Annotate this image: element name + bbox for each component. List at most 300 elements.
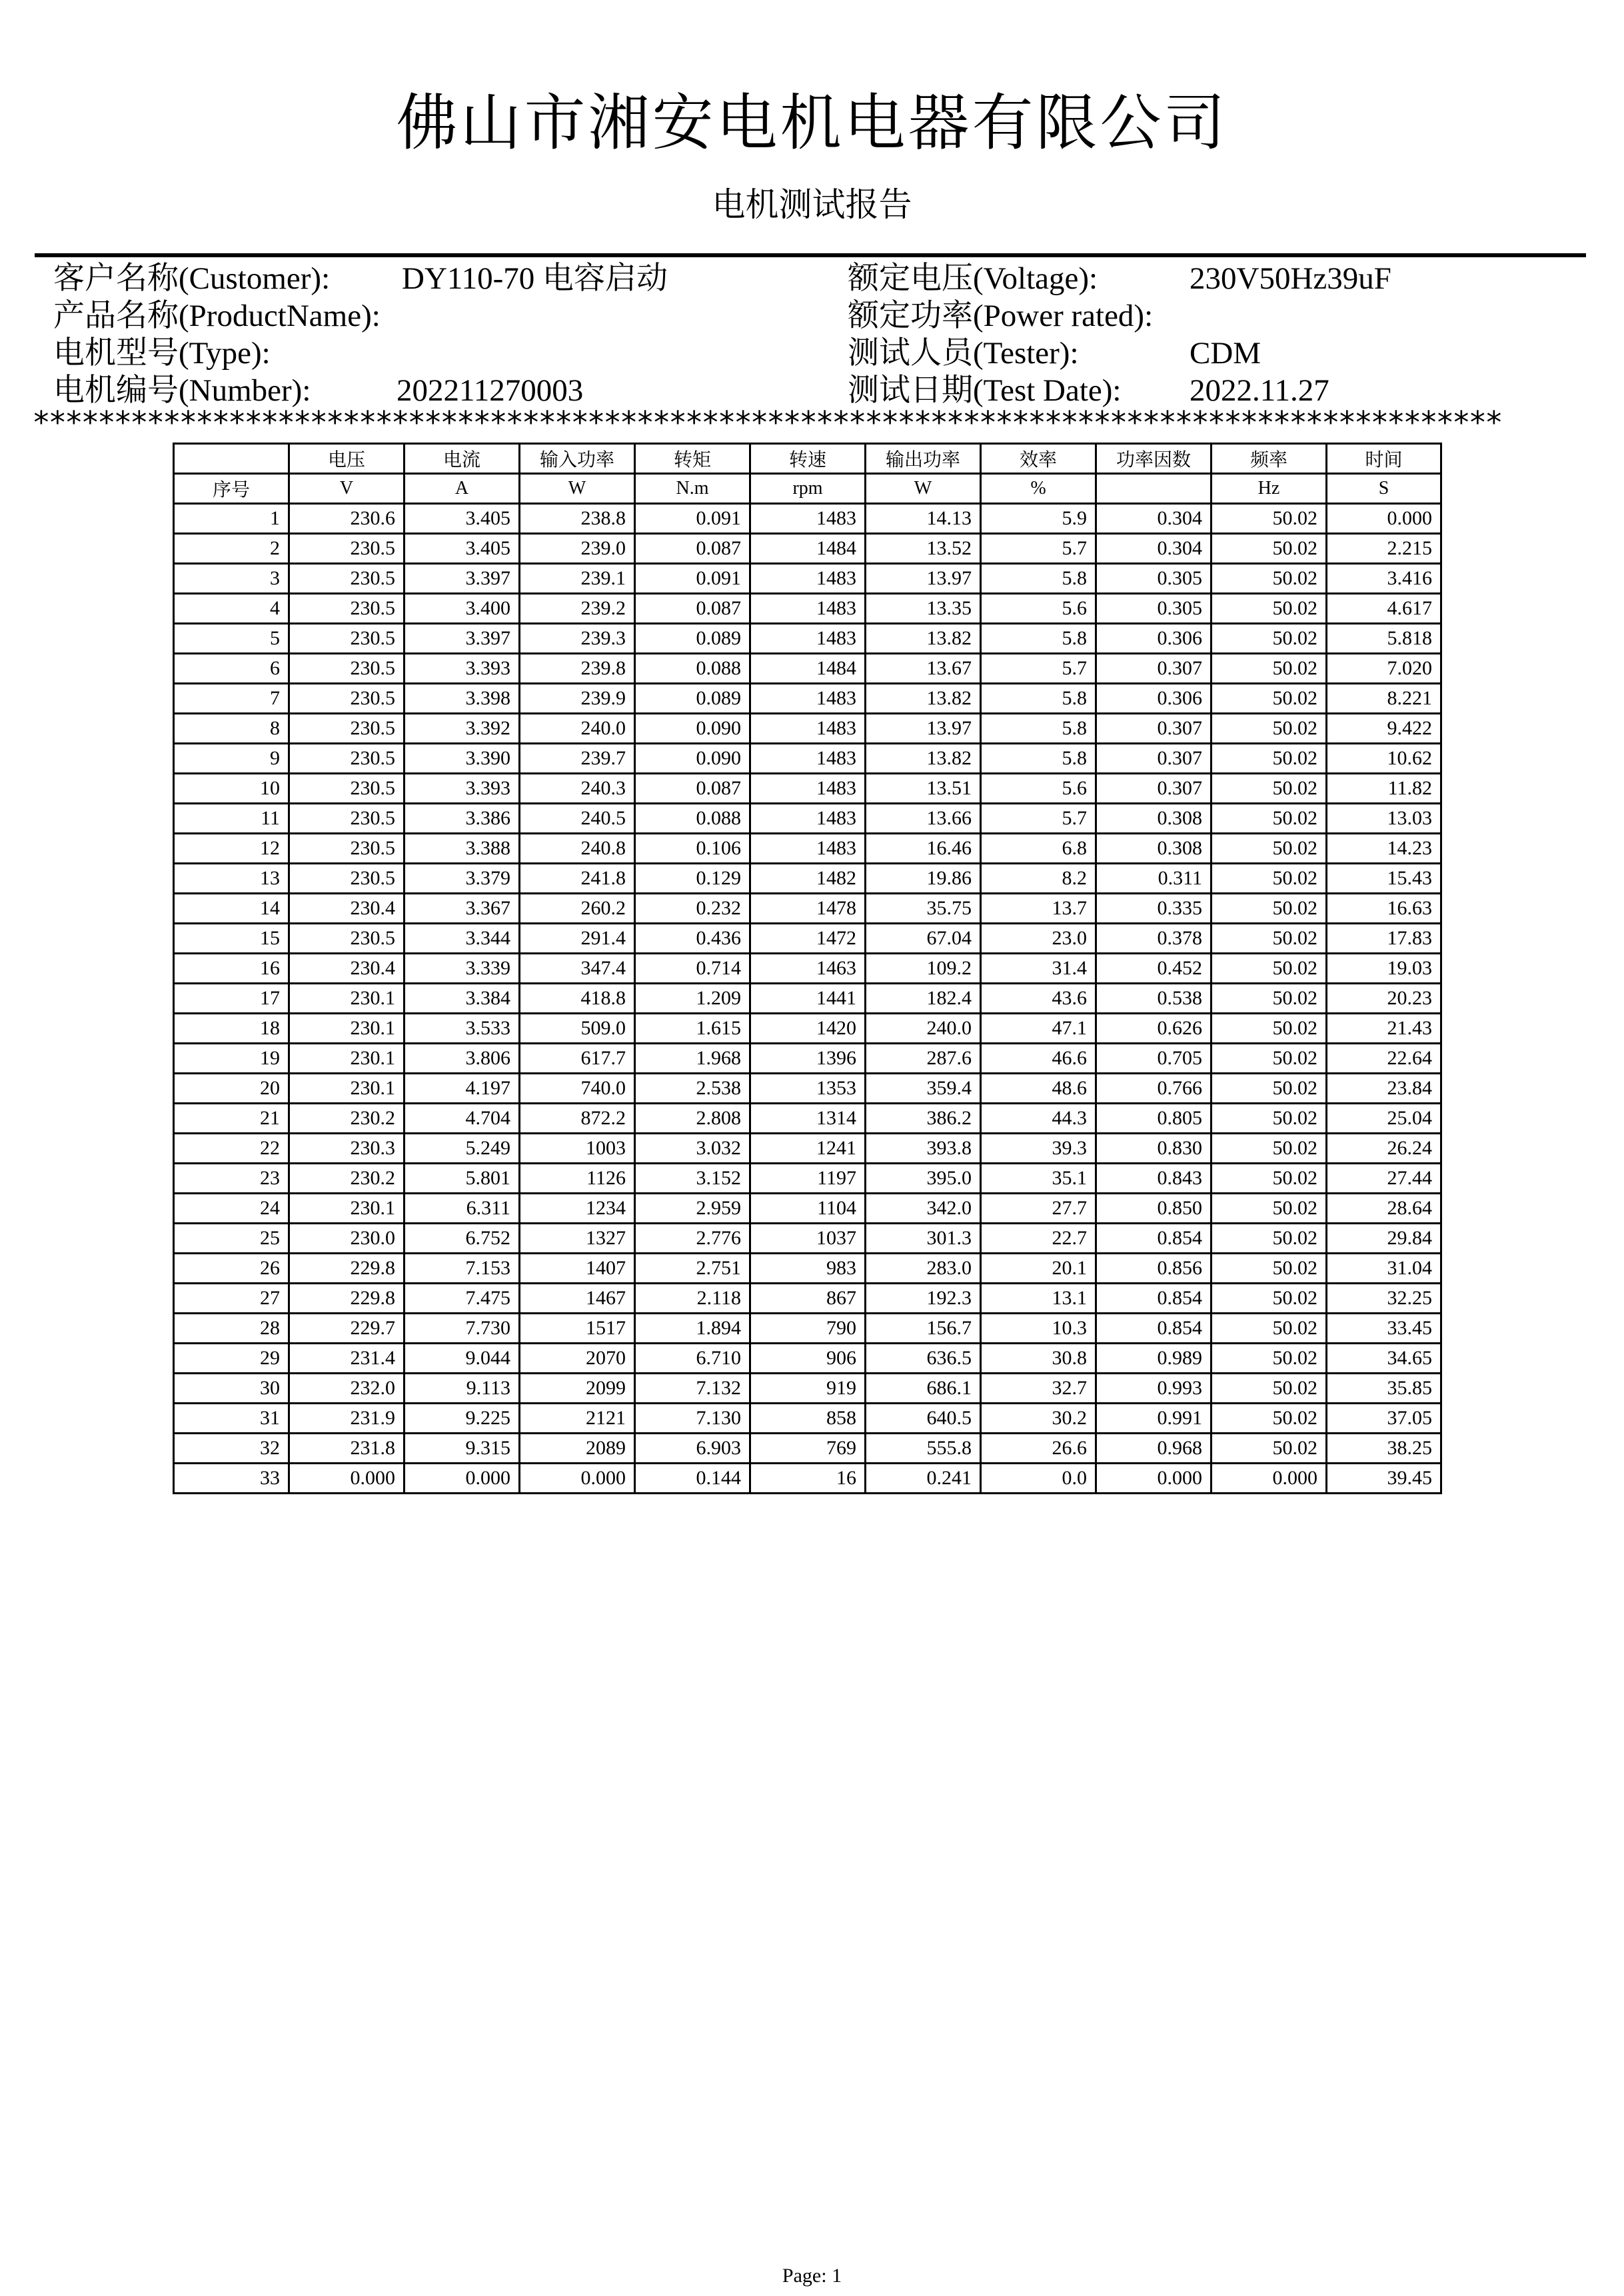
table-cell: 19.03	[1327, 954, 1441, 984]
table-cell: 7.020	[1327, 654, 1441, 684]
table-cell: 0.088	[635, 804, 750, 834]
table-cell: 1.968	[635, 1044, 750, 1074]
table-row	[174, 1284, 1441, 1314]
table-cell: 10	[174, 774, 289, 804]
table-cell: 0.241	[866, 1464, 981, 1494]
table-cell: 50.02	[1212, 1404, 1327, 1434]
table-cell: 10.3	[981, 1314, 1096, 1344]
tester-label: 测试人员(Tester):	[848, 336, 1079, 371]
table-cell: 230.5	[289, 564, 405, 594]
table-cell: 230.2	[289, 1164, 405, 1194]
table-cell: 1463	[750, 954, 866, 984]
table-cell: 21	[174, 1104, 289, 1134]
table-row	[174, 774, 1441, 804]
table-cell: 6.311	[405, 1194, 520, 1224]
table-row	[174, 1014, 1441, 1044]
table-cell: 1483	[750, 564, 866, 594]
tester-value: CDM	[1190, 336, 1261, 371]
voltage-label: 额定电压(Voltage):	[848, 261, 1098, 296]
table-cell: 3.400	[405, 594, 520, 624]
table-cell: 25.04	[1327, 1104, 1441, 1134]
table-row	[174, 1374, 1441, 1404]
table-cell: 230.1	[289, 1074, 405, 1104]
table-cell: 3.405	[405, 504, 520, 534]
table-row	[174, 804, 1441, 834]
table-cell: 636.5	[866, 1344, 981, 1374]
table-cell: 240.8	[520, 834, 635, 864]
table-cell: 301.3	[866, 1224, 981, 1254]
customer-value: DY110-70 电容启动	[402, 261, 668, 296]
report-title: 电机测试报告	[712, 185, 912, 224]
table-row	[174, 504, 1441, 534]
table-cell: 0.087	[635, 594, 750, 624]
table-cell: 32.7	[981, 1374, 1096, 1404]
table-cell: 1.209	[635, 984, 750, 1014]
table-cell: 3.379	[405, 864, 520, 894]
table-cell: 13.66	[866, 804, 981, 834]
table-cell: 769	[750, 1434, 866, 1464]
table-cell: 393.8	[866, 1134, 981, 1164]
table-cell: 31.04	[1327, 1254, 1441, 1284]
table-cell: 5.249	[405, 1134, 520, 1164]
table-cell: 0.830	[1096, 1134, 1212, 1164]
table-cell: 0.854	[1096, 1224, 1212, 1254]
table-cell: 241.8	[520, 864, 635, 894]
table-cell: 21.43	[1327, 1014, 1441, 1044]
header-unit: N.m	[635, 474, 750, 504]
table-row	[174, 624, 1441, 654]
table-cell: 6	[174, 654, 289, 684]
table-cell: 239.8	[520, 654, 635, 684]
table-cell: 1327	[520, 1224, 635, 1254]
table-cell: 35.75	[866, 894, 981, 924]
table-cell: 1483	[750, 594, 866, 624]
table-cell: 386.2	[866, 1104, 981, 1134]
table-cell: 291.4	[520, 924, 635, 954]
table-cell: 3.388	[405, 834, 520, 864]
table-cell: 11	[174, 804, 289, 834]
table-cell: 5.8	[981, 744, 1096, 774]
table-cell: 15.43	[1327, 864, 1441, 894]
table-cell: 231.8	[289, 1434, 405, 1464]
table-row	[174, 684, 1441, 714]
star-separator: ******************************************************************************************	[32, 405, 1501, 440]
table-cell: 16	[750, 1464, 866, 1494]
table-cell: 230.4	[289, 954, 405, 984]
table-cell: 239.7	[520, 744, 635, 774]
table-cell: 231.4	[289, 1344, 405, 1374]
table-cell: 50.02	[1212, 954, 1327, 984]
table-cell: 30	[174, 1374, 289, 1404]
table-cell: 3.397	[405, 624, 520, 654]
table-cell: 230.5	[289, 624, 405, 654]
table-cell: 1472	[750, 924, 866, 954]
table-row	[174, 1254, 1441, 1284]
table-cell: 50.02	[1212, 1044, 1327, 1074]
table-cell: 44.3	[981, 1104, 1096, 1134]
table-cell: 3.806	[405, 1044, 520, 1074]
table-cell: 13.67	[866, 654, 981, 684]
table-cell: 232.0	[289, 1374, 405, 1404]
table-cell: 3.339	[405, 954, 520, 984]
table-cell: 239.2	[520, 594, 635, 624]
table-cell: 0.308	[1096, 804, 1212, 834]
table-cell: 50.02	[1212, 594, 1327, 624]
header-name: 电流	[405, 444, 520, 474]
table-cell: 240.0	[520, 714, 635, 744]
table-cell: 32.25	[1327, 1284, 1441, 1314]
table-cell: 229.8	[289, 1284, 405, 1314]
header-name: 电压	[289, 444, 405, 474]
header-name: 功率因数	[1096, 444, 1212, 474]
table-cell: 35.85	[1327, 1374, 1441, 1404]
table-cell: 740.0	[520, 1074, 635, 1104]
table-cell: 2	[174, 534, 289, 564]
table-cell: 30.2	[981, 1404, 1096, 1434]
table-cell: 640.5	[866, 1404, 981, 1434]
table-cell: 9.044	[405, 1344, 520, 1374]
table-cell: 1241	[750, 1134, 866, 1164]
table-row	[174, 714, 1441, 744]
table-cell: 230.5	[289, 594, 405, 624]
table-cell: 1483	[750, 834, 866, 864]
number-label: 电机编号(Number):	[53, 373, 311, 408]
table-cell: 0.129	[635, 864, 750, 894]
table-row	[174, 864, 1441, 894]
table-cell: 50.02	[1212, 1104, 1327, 1134]
table-cell: 16	[174, 954, 289, 984]
table-cell: 230.2	[289, 1104, 405, 1134]
table-cell: 287.6	[866, 1044, 981, 1074]
table-cell: 50.02	[1212, 774, 1327, 804]
table-cell: 230.5	[289, 654, 405, 684]
table-cell: 20	[174, 1074, 289, 1104]
table-cell: 239.3	[520, 624, 635, 654]
table-cell: 0.854	[1096, 1314, 1212, 1344]
table-cell: 347.4	[520, 954, 635, 984]
table-cell: 230.5	[289, 774, 405, 804]
table-cell: 50.02	[1212, 1164, 1327, 1194]
table-cell: 0.304	[1096, 534, 1212, 564]
header-row-units	[174, 474, 1441, 504]
table-cell: 0.000	[520, 1464, 635, 1494]
power-label: 额定功率(Power rated):	[848, 299, 1154, 333]
table-cell: 22.7	[981, 1224, 1096, 1254]
table-cell: 0.306	[1096, 624, 1212, 654]
table-cell: 20.1	[981, 1254, 1096, 1284]
table-cell: 0.335	[1096, 894, 1212, 924]
table-cell: 50.02	[1212, 1254, 1327, 1284]
table-cell: 0.805	[1096, 1104, 1212, 1134]
table-cell: 0.090	[635, 714, 750, 744]
table-cell: 3.416	[1327, 564, 1441, 594]
table-cell: 5.7	[981, 534, 1096, 564]
table-cell: 0.626	[1096, 1014, 1212, 1044]
table-cell: 38.25	[1327, 1434, 1441, 1464]
table-cell: 50.02	[1212, 564, 1327, 594]
table-cell: 26	[174, 1254, 289, 1284]
table-cell: 32	[174, 1434, 289, 1464]
table-cell: 230.5	[289, 744, 405, 774]
table-cell: 1484	[750, 654, 866, 684]
table-cell: 686.1	[866, 1374, 981, 1404]
table-cell: 0.306	[1096, 684, 1212, 714]
table-cell: 24	[174, 1194, 289, 1224]
table-cell: 1314	[750, 1104, 866, 1134]
table-cell: 13.7	[981, 894, 1096, 924]
table-cell: 2089	[520, 1434, 635, 1464]
table-cell: 13.51	[866, 774, 981, 804]
header-unit: 序号	[174, 474, 289, 504]
table-cell: 0.088	[635, 654, 750, 684]
table-cell: 0.0	[981, 1464, 1096, 1494]
table-cell: 230.3	[289, 1134, 405, 1164]
table-cell: 0.436	[635, 924, 750, 954]
table-cell: 9	[174, 744, 289, 774]
table-cell: 9.113	[405, 1374, 520, 1404]
company-name: 佛山市湘安电机电器有限公司	[396, 87, 1228, 159]
table-cell: 19	[174, 1044, 289, 1074]
table-cell: 0.232	[635, 894, 750, 924]
table-cell: 240.0	[866, 1014, 981, 1044]
table-cell: 1234	[520, 1194, 635, 1224]
table-cell: 5.7	[981, 654, 1096, 684]
table-cell: 1420	[750, 1014, 866, 1044]
table-row	[174, 1434, 1441, 1464]
table-cell: 7.475	[405, 1284, 520, 1314]
table-cell: 0.538	[1096, 984, 1212, 1014]
table-cell: 50.02	[1212, 834, 1327, 864]
table-cell: 0.089	[635, 684, 750, 714]
table-cell: 395.0	[866, 1164, 981, 1194]
table-cell: 23.84	[1327, 1074, 1441, 1104]
table-cell: 13.52	[866, 534, 981, 564]
table-cell: 50.02	[1212, 1014, 1327, 1044]
table-cell: 13.97	[866, 714, 981, 744]
table-cell: 240.5	[520, 804, 635, 834]
table-cell: 22.64	[1327, 1044, 1441, 1074]
header-unit: rpm	[750, 474, 866, 504]
table-cell: 1396	[750, 1044, 866, 1074]
table-cell: 50.02	[1212, 1374, 1327, 1404]
table-cell: 3	[174, 564, 289, 594]
table-cell: 35.1	[981, 1164, 1096, 1194]
table-cell: 0.000	[405, 1464, 520, 1494]
table-cell: 230.1	[289, 1044, 405, 1074]
table-cell: 1482	[750, 864, 866, 894]
table-cell: 30.8	[981, 1344, 1096, 1374]
table-cell: 0.968	[1096, 1434, 1212, 1464]
table-cell: 15	[174, 924, 289, 954]
table-cell: 20.23	[1327, 984, 1441, 1014]
table-cell: 0.843	[1096, 1164, 1212, 1194]
table-cell: 1003	[520, 1134, 635, 1164]
table-cell: 1478	[750, 894, 866, 924]
table-cell: 14	[174, 894, 289, 924]
table-cell: 230.1	[289, 984, 405, 1014]
table-cell: 1484	[750, 534, 866, 564]
table-cell: 13.03	[1327, 804, 1441, 834]
table-cell: 0.089	[635, 624, 750, 654]
table-cell: 7.132	[635, 1374, 750, 1404]
table-cell: 4.197	[405, 1074, 520, 1104]
table-cell: 0.305	[1096, 594, 1212, 624]
table-cell: 13	[174, 864, 289, 894]
table-cell: 5.801	[405, 1164, 520, 1194]
table-cell: 17	[174, 984, 289, 1014]
table-cell: 50.02	[1212, 684, 1327, 714]
table-cell: 0.307	[1096, 744, 1212, 774]
table-cell: 872.2	[520, 1104, 635, 1134]
table-cell: 4	[174, 594, 289, 624]
number-value: 202211270003	[397, 373, 584, 408]
table-cell: 0.993	[1096, 1374, 1212, 1404]
table-row	[174, 954, 1441, 984]
table-cell: 17.83	[1327, 924, 1441, 954]
table-cell: 50.02	[1212, 504, 1327, 534]
table-cell: 230.5	[289, 684, 405, 714]
table-cell: 260.2	[520, 894, 635, 924]
table-cell: 13.35	[866, 594, 981, 624]
table-row	[174, 1104, 1441, 1134]
table-cell: 0.714	[635, 954, 750, 984]
table-row	[174, 984, 1441, 1014]
table-cell: 1407	[520, 1254, 635, 1284]
table-row	[174, 1314, 1441, 1344]
table-cell: 867	[750, 1284, 866, 1314]
table-cell: 1467	[520, 1284, 635, 1314]
customer-label: 客户名称(Customer):	[53, 261, 331, 296]
table-cell: 12	[174, 834, 289, 864]
table-cell: 5.8	[981, 624, 1096, 654]
table-cell: 8	[174, 714, 289, 744]
table-cell: 1	[174, 504, 289, 534]
table-row	[174, 924, 1441, 954]
header-name	[174, 444, 289, 474]
table-cell: 5.8	[981, 714, 1096, 744]
table-row	[174, 744, 1441, 774]
table-cell: 5.7	[981, 804, 1096, 834]
table-cell: 3.386	[405, 804, 520, 834]
table-cell: 2.538	[635, 1074, 750, 1104]
table-cell: 31	[174, 1404, 289, 1434]
table-cell: 39.3	[981, 1134, 1096, 1164]
table-cell: 28.64	[1327, 1194, 1441, 1224]
table-cell: 3.533	[405, 1014, 520, 1044]
table-body	[174, 504, 1441, 1494]
table-cell: 1483	[750, 504, 866, 534]
table-cell: 11.82	[1327, 774, 1441, 804]
table-cell: 5.8	[981, 684, 1096, 714]
test-data-table	[173, 443, 1442, 1494]
header-name: 转矩	[635, 444, 750, 474]
header-name: 效率	[981, 444, 1096, 474]
table-cell: 2.776	[635, 1224, 750, 1254]
table-cell: 3.344	[405, 924, 520, 954]
table-cell: 1483	[750, 684, 866, 714]
table-cell: 230.6	[289, 504, 405, 534]
table-cell: 7.153	[405, 1254, 520, 1284]
table-cell: 9.315	[405, 1434, 520, 1464]
table-cell: 231.9	[289, 1404, 405, 1434]
table-cell: 16.46	[866, 834, 981, 864]
table-cell: 2121	[520, 1404, 635, 1434]
table-cell: 0.311	[1096, 864, 1212, 894]
table-cell: 39.45	[1327, 1464, 1441, 1494]
header-unit: Hz	[1212, 474, 1327, 504]
table-cell: 230.4	[289, 894, 405, 924]
table-cell: 50.02	[1212, 864, 1327, 894]
header-divider	[35, 253, 1586, 257]
table-cell: 27	[174, 1284, 289, 1314]
table-cell: 1197	[750, 1164, 866, 1194]
table-cell: 0.000	[1327, 504, 1441, 534]
table-cell: 983	[750, 1254, 866, 1284]
table-cell: 3.405	[405, 534, 520, 564]
table-cell: 13.97	[866, 564, 981, 594]
table-cell: 1483	[750, 804, 866, 834]
table-cell: 0.000	[289, 1464, 405, 1494]
table-cell: 50.02	[1212, 1224, 1327, 1254]
table-cell: 50.02	[1212, 804, 1327, 834]
table-row	[174, 894, 1441, 924]
table-cell: 230.5	[289, 534, 405, 564]
table-cell: 0.087	[635, 774, 750, 804]
product-label: 产品名称(ProductName):	[53, 299, 381, 333]
table-cell: 5.818	[1327, 624, 1441, 654]
header-unit: W	[520, 474, 635, 504]
table-cell: 230.5	[289, 864, 405, 894]
header-unit: W	[866, 474, 981, 504]
table-cell: 1126	[520, 1164, 635, 1194]
table-cell: 13.1	[981, 1284, 1096, 1314]
table-cell: 22	[174, 1134, 289, 1164]
table-row	[174, 1344, 1441, 1374]
table-cell: 1037	[750, 1224, 866, 1254]
table-cell: 9.225	[405, 1404, 520, 1434]
table-row	[174, 1464, 1441, 1494]
table-cell: 0.378	[1096, 924, 1212, 954]
table-row	[174, 834, 1441, 864]
table-cell: 5.6	[981, 774, 1096, 804]
table-cell: 13.82	[866, 744, 981, 774]
table-cell: 27.44	[1327, 1164, 1441, 1194]
table-cell: 790	[750, 1314, 866, 1344]
table-cell: 0.307	[1096, 714, 1212, 744]
table-cell: 6.903	[635, 1434, 750, 1464]
table-cell: 50.02	[1212, 1344, 1327, 1374]
table-cell: 26.24	[1327, 1134, 1441, 1164]
table-cell: 23.0	[981, 924, 1096, 954]
table-cell: 3.398	[405, 684, 520, 714]
table-cell: 0.850	[1096, 1194, 1212, 1224]
table-cell: 16.63	[1327, 894, 1441, 924]
table-cell: 3.390	[405, 744, 520, 774]
table-row	[174, 1164, 1441, 1194]
table-cell: 6.8	[981, 834, 1096, 864]
table-cell: 2.808	[635, 1104, 750, 1134]
table-cell: 0.106	[635, 834, 750, 864]
table-row	[174, 1074, 1441, 1104]
table-cell: 0.989	[1096, 1344, 1212, 1374]
table-cell: 3.393	[405, 774, 520, 804]
table-cell: 50.02	[1212, 1134, 1327, 1164]
date-label: 测试日期(Test Date):	[848, 373, 1122, 408]
table-cell: 6.710	[635, 1344, 750, 1374]
table-cell: 230.5	[289, 714, 405, 744]
table-cell: 1104	[750, 1194, 866, 1224]
table-cell: 509.0	[520, 1014, 635, 1044]
